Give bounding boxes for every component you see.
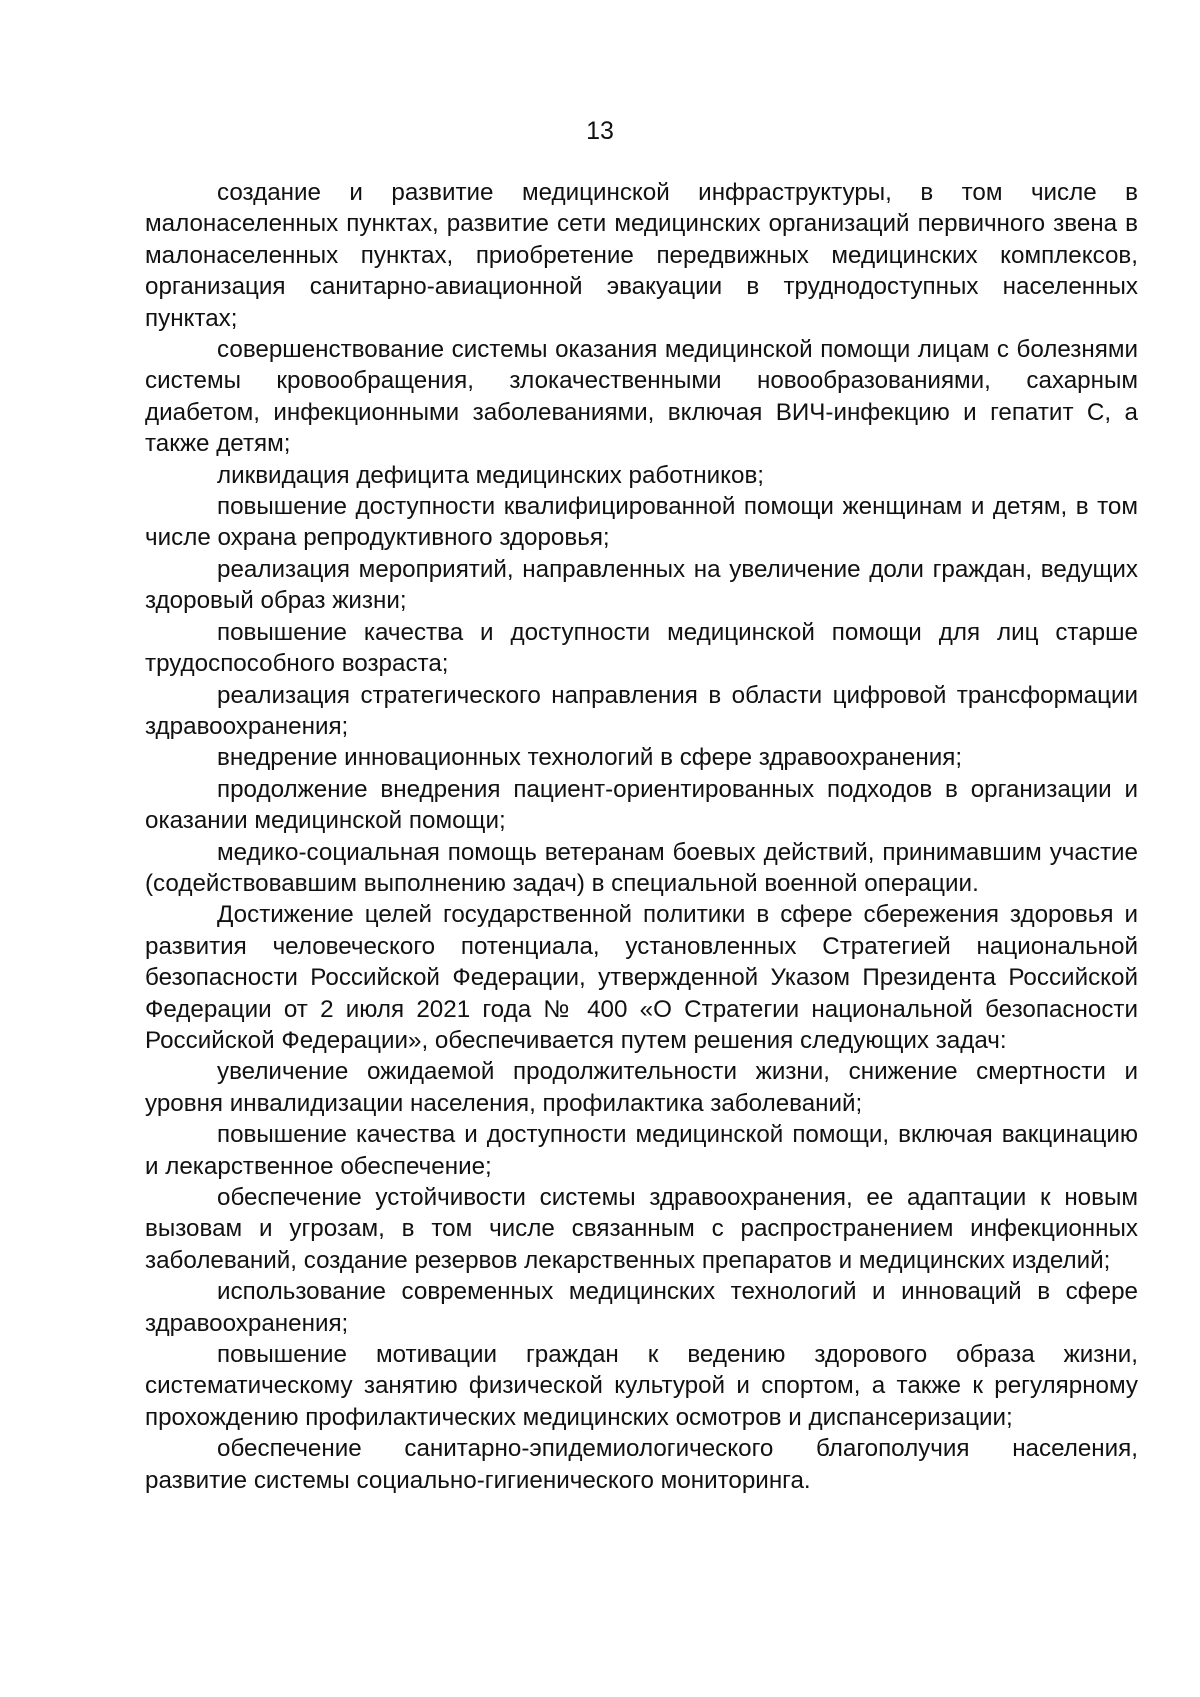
paragraph-modern-technologies: использование современных медицинских технологий и инноваций в сфере здравоохранения; [145, 1278, 1138, 1337]
paragraph-digital-transformation: реализация стратегического направления в области цифровой трансформации здравоохранения; [145, 681, 1138, 740]
paragraph-citizen-motivation: повышение мотивации граждан к ведению здорового образа жизни, систематическому занятию физической культурой и спортом, а также к регулярному прохождению профилактических медицинских осмотров и диспансеризации; [145, 1341, 1138, 1431]
paragraph-staff-shortage: ликвидация дефицита медицинских работников; [217, 461, 765, 489]
paragraph-medical-care-system: совершенствование системы оказания медицинской помощи лицам с болезнями системы кровообращения, злокачественными новообразованиями, сахарным диабетом, инфекционными заболеваниями, включая ВИЧ-инфекцию и гепатит С, а также детям; [145, 336, 1138, 458]
paragraph-medical-infrastructure: создание и развитие медицинской инфраструктуры, в том числе в малонаселенных пунктах, развитие сети медицинских организаций первичного звена в малонаселенных пунктах, приобретение передвижных медицинских комплексов, организация санитарно-авиационной эвакуации в труднодоступных населенных пунктах; [145, 179, 1138, 332]
paragraph-patient-oriented: продолжение внедрения пациент-ориентированных подходов в организации и оказании медицинской помощи; [145, 775, 1138, 835]
paragraph-quality-access: повышение качества и доступности медицинской помощи, включая вакцинацию и лекарственное обеспечение; [145, 1121, 1138, 1180]
paragraph-innovative-technologies: внедрение инновационных технологий в сфере здравоохранения; [217, 744, 963, 772]
paragraph-veterans-assistance: медико-социальная помощь ветеранам боевых действий, принимавшим участие (содействовавшим выполнению задач) в специальной военной операции. [145, 838, 1138, 897]
paragraph-life-expectancy: увеличение ожидаемой продолжительности жизни, снижение смертности и уровня инвалидизации населения, профилактика заболеваний; [145, 1058, 1138, 1117]
page-number: 13 [586, 117, 614, 145]
paragraph-healthy-lifestyle: реализация мероприятий, направленных на увеличение доли граждан, ведущих здоровый образ жизни; [145, 555, 1138, 615]
paragraph-sanitary-wellbeing: обеспечение санитарно-эпидемиологического благополучия населения, развитие системы социально-гигиенического мониторинга. [145, 1435, 1138, 1494]
paragraph-elderly-care: повышение качества и доступности медицинской помощи для лиц старше трудоспособного возраста; [145, 618, 1138, 678]
paragraph-women-children-care: повышение доступности квалифицированной помощи женщинам и детям, в том числе охрана репродуктивного здоровья; [145, 493, 1138, 552]
paragraph-state-policy-goals: Достижение целей государственной политики в сфере сбережения здоровья и развития человеческого потенциала, установленных Стратегией национальной безопасности Российской Федерации, утвержденной Указом Президента Российской Федерации от 2 июля 2021 года № 400 «О Стратегии национальной безопасности Российской Федерации», обеспечивается путем решения следующих задач: [145, 901, 1138, 1054]
document-body [145, 177, 1138, 1496]
paragraph-system-resilience: обеспечение устойчивости системы здравоохранения, ее адаптации к новым вызовам и угрозам, в том числе связанным с распространением инфекционных заболеваний, создание резервов лекарственных препаратов и медицинских изделий; [145, 1184, 1138, 1274]
